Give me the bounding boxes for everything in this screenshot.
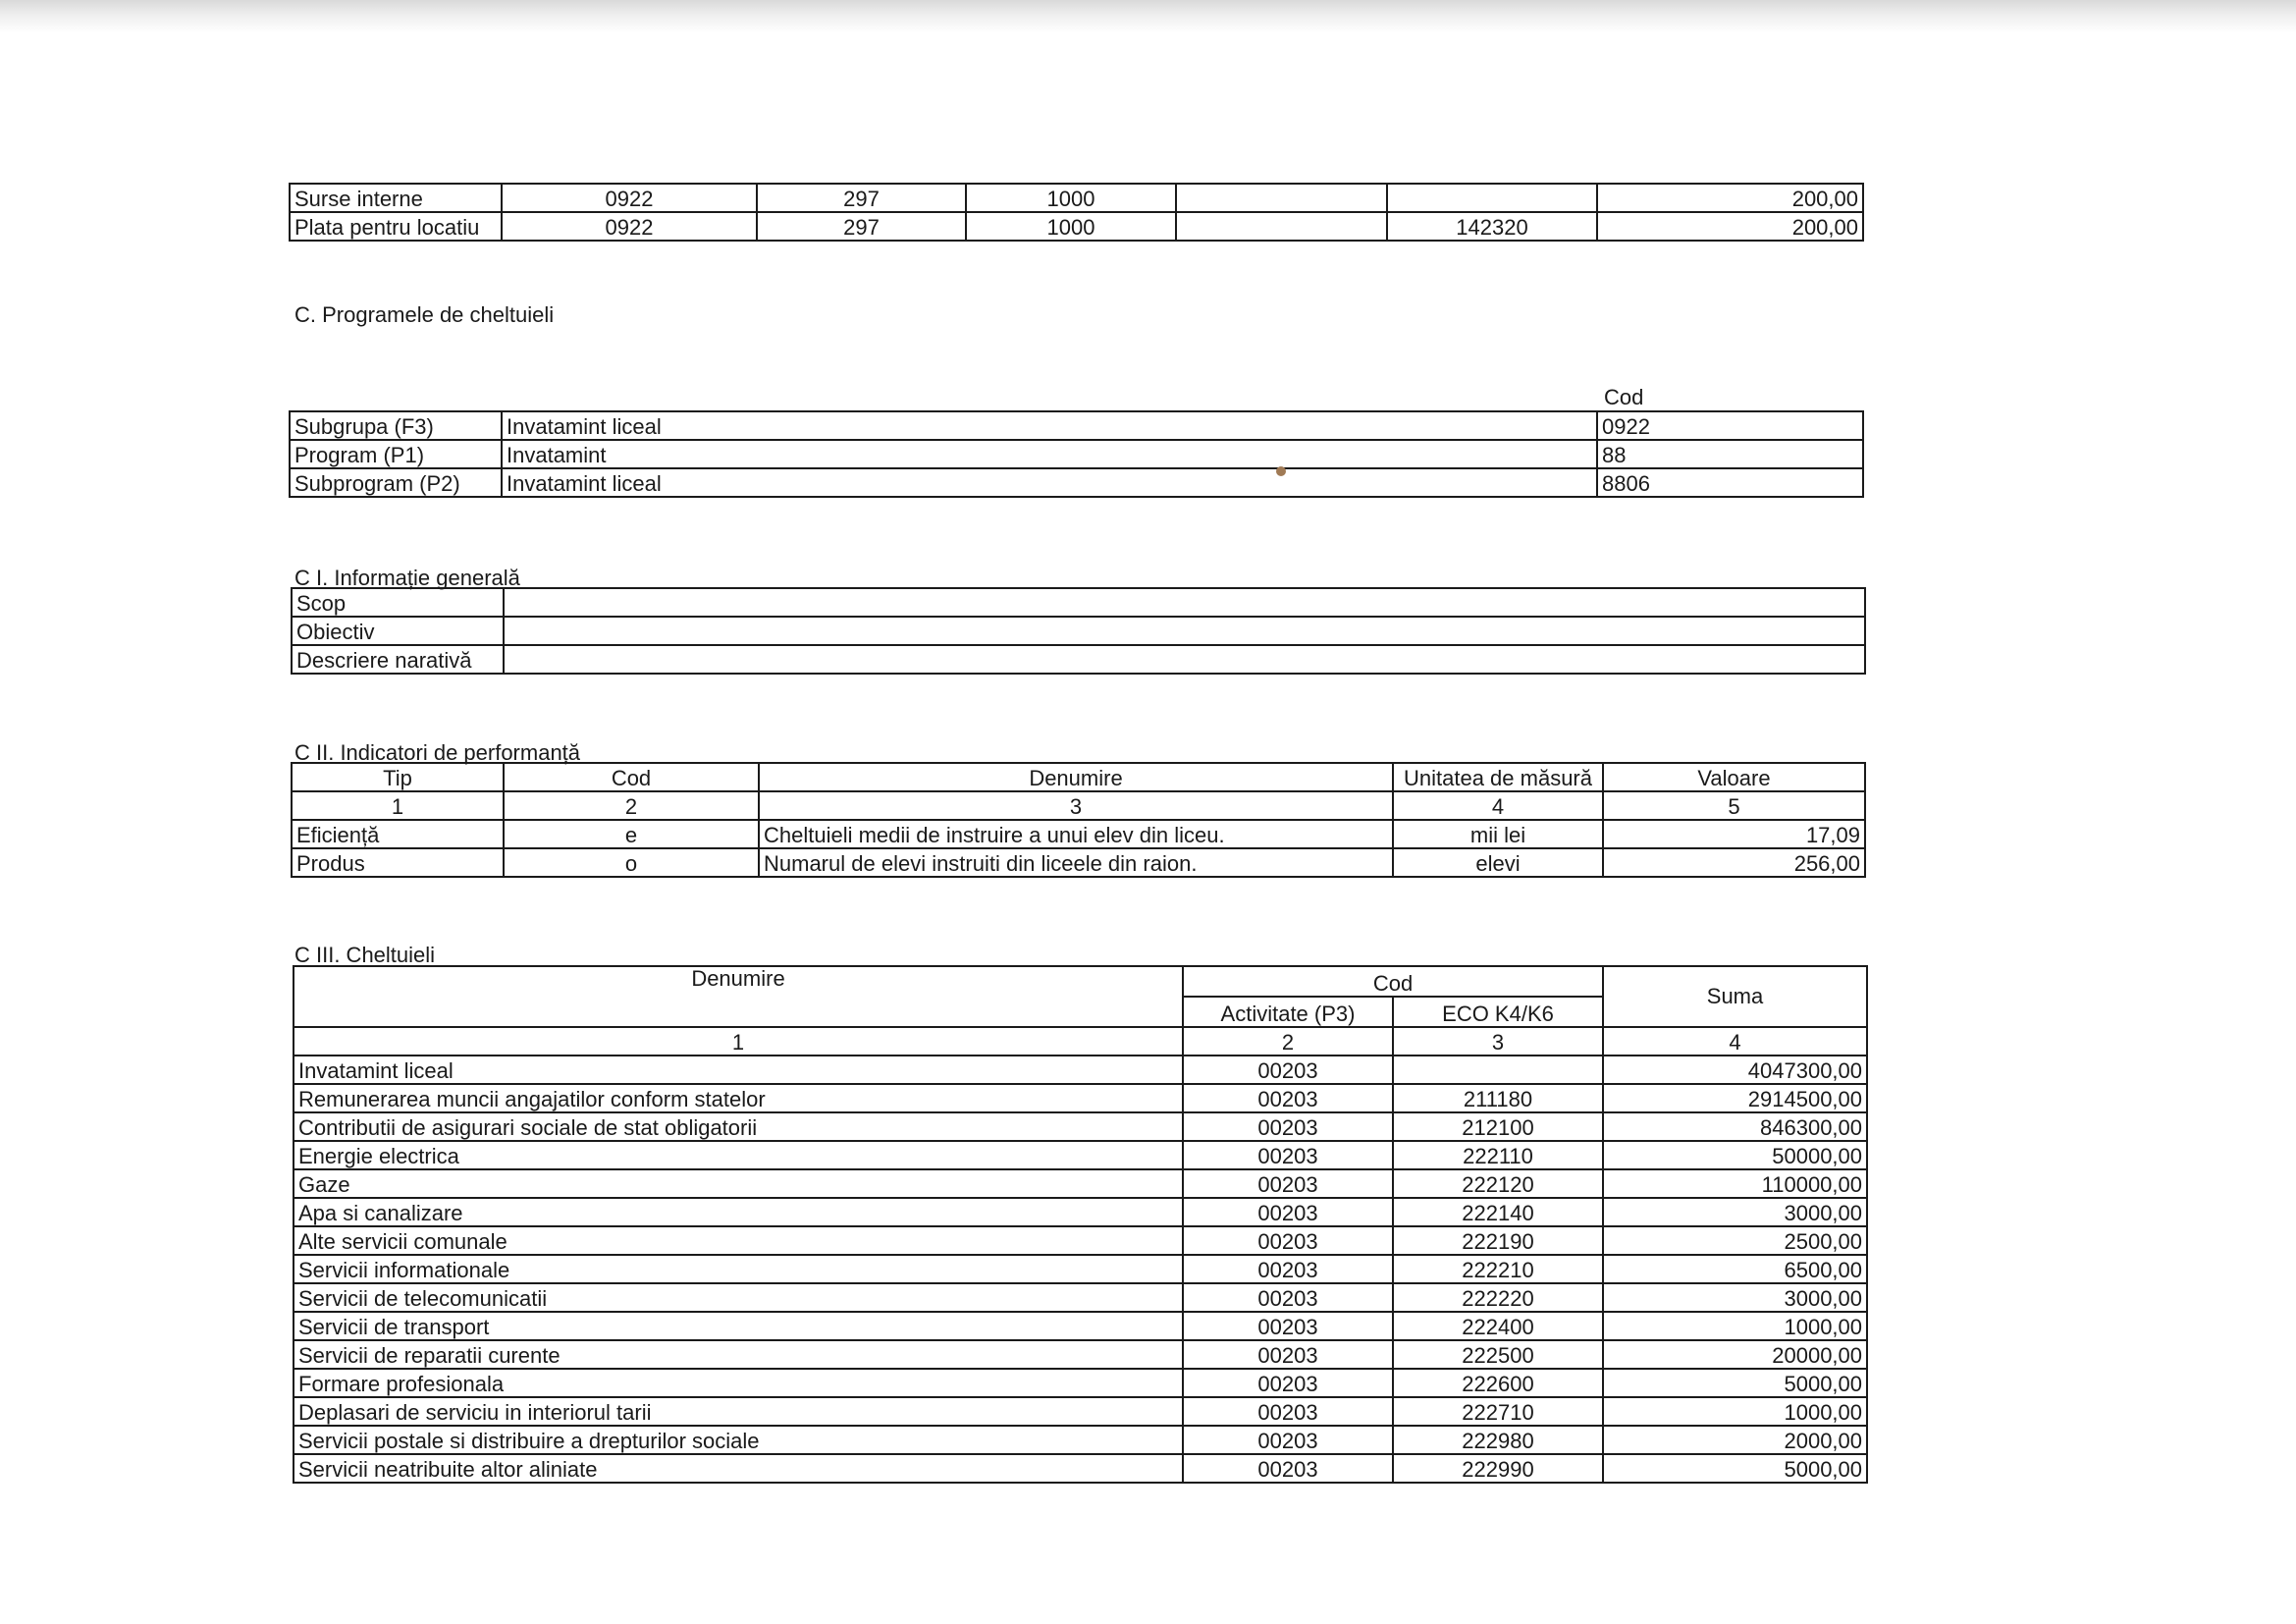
expense-sum: 110000,00 [1603,1169,1867,1198]
expense-activity: 00203 [1183,1397,1393,1426]
expenses-header-row-1 [294,966,1867,997]
program-cod-header: Cod [1604,385,1644,409]
col-number: 4 [1393,791,1603,820]
expense-eco: 222110 [1393,1141,1603,1169]
expense-sum: 6500,00 [1603,1255,1867,1283]
source-code-1: 0922 [502,212,757,241]
expense-row [294,1340,1867,1369]
col-number: 5 [1603,791,1865,820]
program-code: 88 [1597,440,1863,468]
header-valoare: Valoare [1603,763,1865,791]
expense-name: Servicii de reparatii curente [294,1340,1183,1369]
expense-row [294,1198,1867,1226]
expenses-table-body [294,966,1867,1483]
indicator-unit: elevi [1393,848,1603,877]
section-c1-title: C I. Informație generală [294,566,520,590]
expense-name: Invatamint liceal [294,1056,1183,1084]
expense-row [294,1169,1867,1198]
expense-eco: 222600 [1393,1369,1603,1397]
expense-activity: 00203 [1183,1112,1393,1141]
indicator-type: Eficiență [292,820,504,848]
expense-name: Formare profesionala [294,1369,1183,1397]
expense-row [294,1141,1867,1169]
expense-name: Gaze [294,1169,1183,1198]
program-code: 0922 [1597,411,1863,440]
program-name: Invatamint [502,440,1597,468]
expense-eco: 222990 [1393,1454,1603,1483]
source-code-5: 142320 [1387,212,1597,241]
col-number: 3 [759,791,1393,820]
program-name: Invatamint liceal [502,411,1597,440]
general-info-row [292,645,1865,674]
header-tip: Tip [292,763,504,791]
expense-activity: 00203 [1183,1084,1393,1112]
col-number: 2 [504,791,759,820]
expense-sum: 20000,00 [1603,1340,1867,1369]
program-table-body [290,411,1863,497]
expense-sum: 2000,00 [1603,1426,1867,1454]
source-code-2: 297 [757,212,966,241]
scan-edge-shadow [0,0,2296,33]
expense-sum: 1000,00 [1603,1397,1867,1426]
col-number: 1 [292,791,504,820]
expense-name: Energie electrica [294,1141,1183,1169]
program-row [290,440,1863,468]
expense-row [294,1112,1867,1141]
header-denumire: Denumire [759,763,1393,791]
expense-row [294,1226,1867,1255]
section-c-title: C. Programele de cheltuieli [294,302,555,327]
program-table [289,410,1864,498]
indicator-type: Produs [292,848,504,877]
expense-eco: 222400 [1393,1312,1603,1340]
program-label: Program (P1) [290,440,502,468]
program-row [290,468,1863,497]
general-info-row [292,588,1865,617]
sources-row [290,212,1863,241]
source-sum: 200,00 [1597,184,1863,212]
performance-table [291,762,1866,878]
general-info-table-body [292,588,1865,674]
expense-sum: 1000,00 [1603,1312,1867,1340]
program-label: Subprogram (P2) [290,468,502,497]
expense-sum: 4047300,00 [1603,1056,1867,1084]
header-denumire: Denumire [294,966,1183,1027]
indicator-unit: mii lei [1393,820,1603,848]
source-code-1: 0922 [502,184,757,212]
general-info-table [291,587,1866,675]
col-number: 2 [1183,1027,1393,1056]
sources-table-body [290,184,1863,241]
expense-name: Servicii postale si distribuire a drepturilor sociale [294,1426,1183,1454]
expense-row [294,1426,1867,1454]
expense-activity: 00203 [1183,1340,1393,1369]
indicator-name: Cheltuieli medii de instruire a unui elev din liceu. [759,820,1393,848]
header-eco: ECO K4/K6 [1393,997,1603,1027]
expense-activity: 00203 [1183,1312,1393,1340]
expense-eco: 222710 [1393,1397,1603,1426]
expense-sum: 50000,00 [1603,1141,1867,1169]
col-number: 1 [294,1027,1183,1056]
info-label: Descriere narativă [292,645,504,674]
indicator-name: Numarul de elevi instruiti din liceele din raion. [759,848,1393,877]
expense-row [294,1084,1867,1112]
expenses-number-row [294,1027,1867,1056]
expense-eco: 222220 [1393,1283,1603,1312]
section-c3-title: C III. Cheltuieli [294,943,436,967]
header-unitate: Unitatea de măsură [1393,763,1603,791]
expense-eco: 222500 [1393,1340,1603,1369]
expense-activity: 00203 [1183,1226,1393,1255]
source-sum: 200,00 [1597,212,1863,241]
performance-row [292,848,1865,877]
source-code-2: 297 [757,184,966,212]
source-label: Plata pentru locatiu [290,212,502,241]
source-code-4 [1176,212,1387,241]
info-value [504,588,1865,617]
source-code-3: 1000 [966,212,1176,241]
expense-activity: 00203 [1183,1255,1393,1283]
expense-sum: 5000,00 [1603,1369,1867,1397]
info-label: Obiectiv [292,617,504,645]
expense-row [294,1369,1867,1397]
expense-row [294,1283,1867,1312]
source-code-5 [1387,184,1597,212]
expense-row [294,1056,1867,1084]
expense-sum: 846300,00 [1603,1112,1867,1141]
sources-table [289,183,1864,242]
scan-ink-dot [1276,466,1286,476]
expense-name: Alte servicii comunale [294,1226,1183,1255]
expense-name: Servicii informationale [294,1255,1183,1283]
performance-header-row [292,763,1865,791]
expense-row [294,1454,1867,1483]
header-cod: Cod [504,763,759,791]
performance-table-body [292,763,1865,877]
expense-sum: 5000,00 [1603,1454,1867,1483]
expense-eco [1393,1056,1603,1084]
expense-name: Deplasari de serviciu in interiorul tarii [294,1397,1183,1426]
section-c2-title: C II. Indicatori de performanță [294,740,581,765]
program-label: Subgrupa (F3) [290,411,502,440]
info-value [504,645,1865,674]
col-number: 4 [1603,1027,1867,1056]
sources-row [290,184,1863,212]
col-number: 3 [1393,1027,1603,1056]
expense-activity: 00203 [1183,1169,1393,1198]
expense-sum: 2500,00 [1603,1226,1867,1255]
info-value [504,617,1865,645]
expense-eco: 222980 [1393,1426,1603,1454]
expense-activity: 00203 [1183,1141,1393,1169]
expense-eco: 212100 [1393,1112,1603,1141]
indicator-code: o [504,848,759,877]
expense-eco: 222140 [1393,1198,1603,1226]
expense-row [294,1312,1867,1340]
program-code: 8806 [1597,468,1863,497]
expense-name: Servicii de telecomunicatii [294,1283,1183,1312]
expense-row [294,1397,1867,1426]
expense-sum: 2914500,00 [1603,1084,1867,1112]
program-name: Invatamint liceal [502,468,1597,497]
expense-sum: 3000,00 [1603,1283,1867,1312]
performance-row [292,820,1865,848]
indicator-value: 256,00 [1603,848,1865,877]
expense-eco: 222210 [1393,1255,1603,1283]
source-label: Surse interne [290,184,502,212]
expense-activity: 00203 [1183,1056,1393,1084]
indicator-code: e [504,820,759,848]
expense-eco: 222190 [1393,1226,1603,1255]
source-code-3: 1000 [966,184,1176,212]
expense-sum: 3000,00 [1603,1198,1867,1226]
header-cod: Cod [1183,966,1603,997]
expense-name: Remunerarea muncii angajatilor conform statelor [294,1084,1183,1112]
expense-name: Servicii de transport [294,1312,1183,1340]
performance-number-row [292,791,1865,820]
source-code-4 [1176,184,1387,212]
expense-name: Servicii neatribuite altor aliniate [294,1454,1183,1483]
expense-name: Apa si canalizare [294,1198,1183,1226]
expense-eco: 211180 [1393,1084,1603,1112]
expense-activity: 00203 [1183,1369,1393,1397]
indicator-value: 17,09 [1603,820,1865,848]
expense-eco: 222120 [1393,1169,1603,1198]
expense-activity: 00203 [1183,1426,1393,1454]
expense-activity: 00203 [1183,1283,1393,1312]
expense-row [294,1255,1867,1283]
header-activitate: Activitate (P3) [1183,997,1393,1027]
expense-name: Contributii de asigurari sociale de stat obligatorii [294,1112,1183,1141]
info-label: Scop [292,588,504,617]
program-row [290,411,1863,440]
expense-activity: 00203 [1183,1198,1393,1226]
header-suma: Suma [1603,966,1867,1027]
general-info-row [292,617,1865,645]
expense-activity: 00203 [1183,1454,1393,1483]
expenses-table [293,965,1868,1484]
